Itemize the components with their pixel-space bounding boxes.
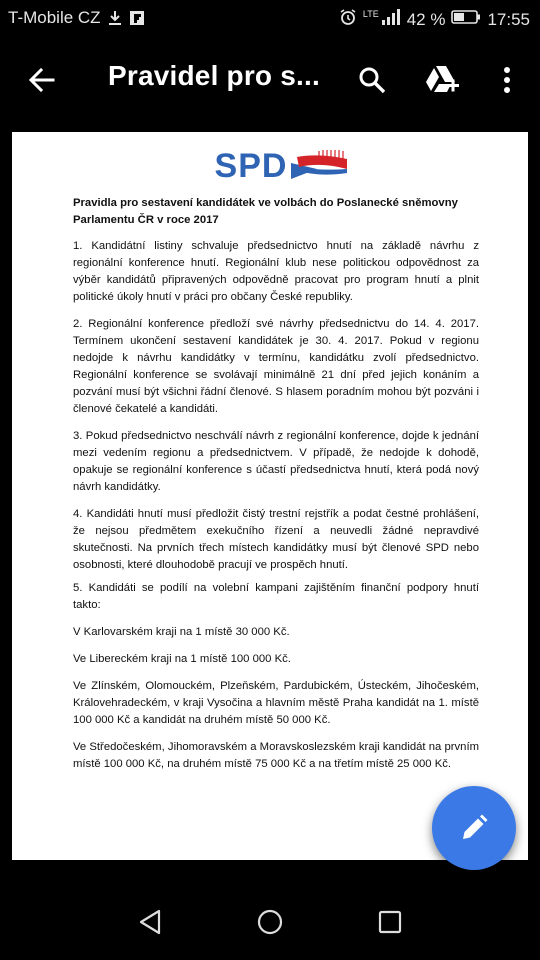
flipboard-icon <box>129 10 145 26</box>
network-type: LTE <box>362 8 379 19</box>
search-icon <box>358 66 386 94</box>
paragraph-regions-group: Ve Zlínském, Olomouckém, Plzeňském, Pardubickém, Ústeckém, Jihočeském, Královehradeckém, v kraji Vysočina a hlavním městě Praha kandidát na 1. místě 100 000 Kč a kandidát na druhém místě 50 000 Kč. <box>73 680 479 726</box>
status-left <box>8 8 145 28</box>
battery-percent: 42 % <box>406 9 446 29</box>
flag-emblem-icon <box>289 149 349 183</box>
nav-back-icon <box>138 909 162 935</box>
paragraph-liberecky: Ve Libereckém kraji na 1 místě 100 000 Kč. <box>73 653 291 665</box>
document-heading: Pravidla pro sestavení kandidátek ve volbách do Poslanecké sněmovny Parlamentu ČR v roce 2017 <box>73 197 458 226</box>
back-button[interactable] <box>22 60 62 100</box>
paragraph-karlovarsky: V Karlovarském kraji na 1 místě 30 000 Kč. <box>73 626 290 638</box>
document-page[interactable] <box>12 132 528 860</box>
paragraph-3: 3. Pokud předsednictvo neschválí návrh z regionální konference, dojde k jednání mezi vedením regionu a předsednictvem. V případě, že nedojde k dohodě, opakuje se regionální konference s účastí předsednictva hnutí, která podá nový návrh kandidátky. <box>73 430 479 493</box>
search-button[interactable] <box>352 60 392 100</box>
document-content <box>73 146 479 773</box>
edit-pencil-icon <box>459 813 489 843</box>
back-arrow-icon <box>28 66 56 94</box>
edit-fab-button[interactable] <box>432 786 516 870</box>
nav-recents-button[interactable] <box>370 902 410 942</box>
download-icon <box>107 10 123 26</box>
battery-icon <box>451 9 481 30</box>
more-options-button[interactable] <box>490 60 524 100</box>
more-vert-icon <box>503 66 511 94</box>
nav-recents-icon <box>378 910 402 934</box>
status-bar <box>0 0 540 36</box>
paragraph-4: 4. Kandidáti hnutí musí předložit čistý trestní rejstřík a podat čestné prohlášení, že nejsou předmětem exekučního řízení a neuvedli žádné nepravdivé skutečnosti. Na prvních třech místech kandidátky musí být členové SPD nebo osobnosti, které dlouhodobě pracují ve prospěch hnutí. <box>73 508 479 571</box>
spd-logo <box>85 146 479 186</box>
paragraph-stredocesky: Ve Středočeském, Jihomoravském a Moravskoslezském kraji kandidát na prvním místě 100 000 Kč, na druhém místě 75 000 Kč a na třetím místě 25 000 Kč. <box>73 741 479 770</box>
paragraph-1: 1. Kandidátní listiny schvaluje předsednictvo hnutí na základě návrhu z regionální konference hnutí. Regionální klub nese politickou odpovědnost za výběr kandidátů připravených odpovědně pracovat pro program hnutí a plnit politické úkoly hnutí v práci pro občany České republiky. <box>73 240 479 303</box>
status-right <box>333 8 530 31</box>
nav-home-button[interactable] <box>250 902 290 942</box>
paragraph-2: 2. Regionální konference předloží své návrhy předsednictvu do 14. 4. 2017. Termínem ukončení sestavení kandidátek je 30. 4. 2017. Pokud v regionu nedojde k návrhu kandidátky v termínu, kandidátku zvolí předsednictvo. Regionální konference se svolávají minimálně 21 dní před jejich konáním a pozvání musí být všichni řádní členové. S hlasem poradním mohou být pozváni i členové čekatelé a kandidáti. <box>73 318 479 415</box>
nav-back-button[interactable] <box>130 902 170 942</box>
paragraph-5: 5. Kandidáti se podílí na volební kampani zajištěním finanční podpory hnutí takto: <box>73 582 479 611</box>
clock: 17:55 <box>487 9 530 29</box>
drive-add-icon <box>425 64 459 96</box>
app-bar <box>0 36 540 122</box>
nav-home-icon <box>256 908 284 936</box>
carrier-label: T-Mobile CZ <box>8 8 101 27</box>
system-nav-bar <box>0 884 540 960</box>
document-title: Pravidel pro s... <box>108 60 320 91</box>
add-to-drive-button[interactable] <box>420 58 464 102</box>
logo-text: SPD <box>214 146 288 185</box>
alarm-icon <box>339 8 357 31</box>
signal-icon <box>381 9 401 30</box>
